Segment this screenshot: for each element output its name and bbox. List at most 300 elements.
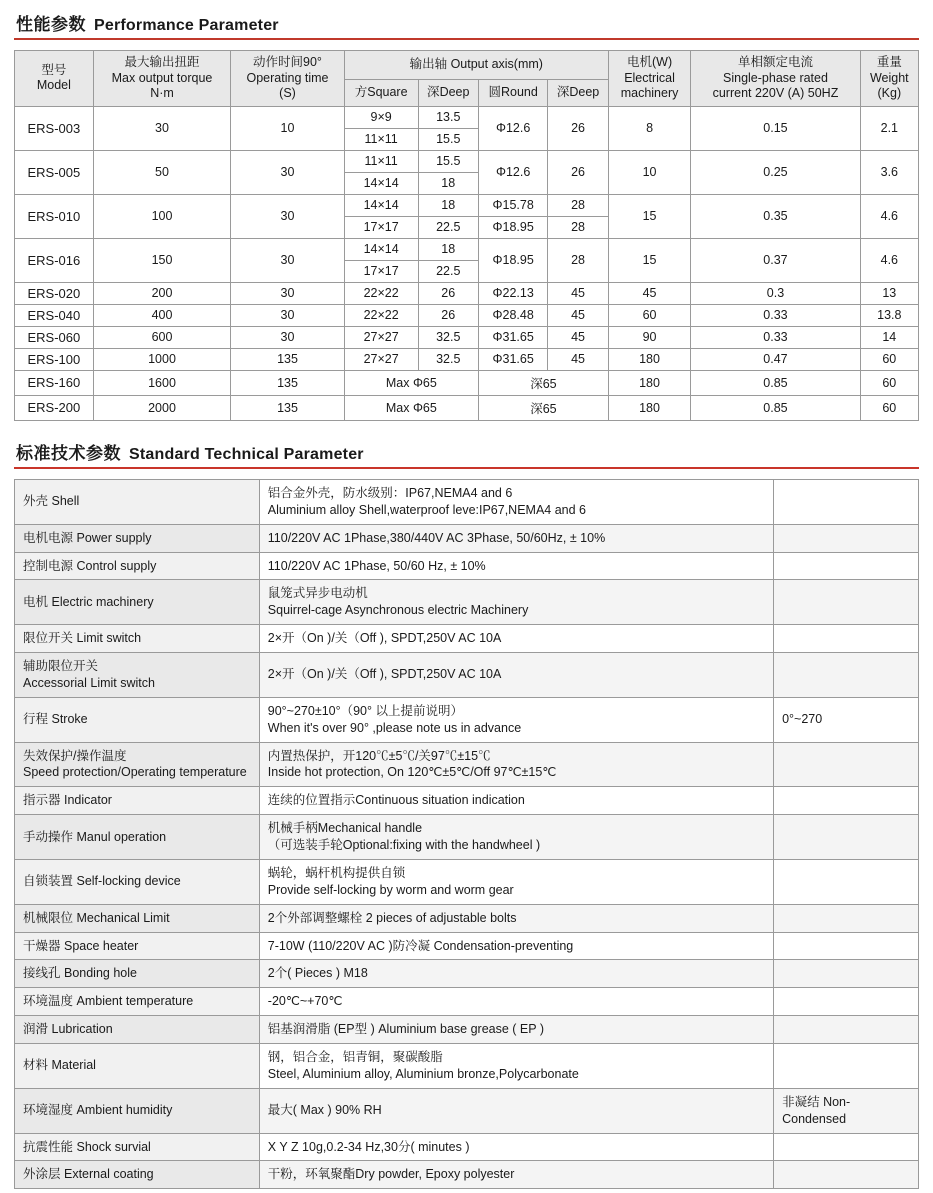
spec-label [15, 524, 260, 552]
cell-square-deep: 13.5 [418, 106, 478, 128]
cell-weight: 3.6 [860, 150, 918, 194]
cell-round-merged: 深65 [478, 395, 608, 420]
spec-value [259, 653, 773, 698]
spec-label [15, 653, 260, 698]
cell-square: 11×11 [344, 150, 418, 172]
spec-value [259, 988, 773, 1016]
spec-label-cn: 外壳 [23, 494, 49, 509]
header-time-unit: (S) [279, 86, 296, 101]
cell-weight: 14 [860, 326, 918, 348]
spec-label-en: Material [48, 1058, 96, 1073]
cell-operating-time: 30 [231, 194, 345, 238]
performance-section-heading [14, 8, 919, 38]
spec-label-cn: 润滑 [23, 1022, 49, 1037]
cell-round-deep: 26 [548, 106, 608, 150]
spec-label-en: Control supply [73, 558, 157, 573]
cell-weight: 60 [860, 348, 918, 370]
spec-value-line: 2个( Pieces ) M18 [267, 966, 368, 981]
spec-label-cn: 失效保护/操作温度 [23, 748, 127, 763]
cell-model: ERS-020 [15, 282, 94, 304]
spec-value [259, 960, 773, 988]
spec-value [259, 524, 773, 552]
spec-value-line: 蜗轮，蜗杆机构提供自锁 [267, 865, 406, 880]
cell-motor: 180 [608, 370, 691, 395]
cell-current: 0.3 [691, 282, 860, 304]
spec-row [15, 904, 919, 932]
performance-parameter-table [14, 50, 919, 421]
cell-square-merged: Max Φ65 [344, 395, 478, 420]
spec-label-cn: 环境湿度 [23, 1103, 74, 1118]
cell-round-deep: 45 [548, 282, 608, 304]
spec-label [15, 625, 260, 653]
spec-label-cn: 自锁装置 [23, 874, 74, 889]
header-current-en1: Single-phase rated [723, 70, 828, 85]
cell-round: Φ18.95 [478, 238, 547, 282]
spec-extra [774, 1044, 919, 1089]
performance-heading-en: Performance Parameter [94, 17, 279, 34]
spec-label-cn: 环境温度 [23, 994, 74, 1009]
header-deep2-cn: 深 [556, 85, 570, 100]
spec-value [259, 1088, 773, 1133]
cell-operating-time: 30 [231, 238, 345, 282]
header-square [344, 80, 418, 107]
spec-label-cn: 电机 [23, 594, 49, 609]
spec-value-line: 内置热保护，开120℃±5℃/关97℃±15℃ [267, 748, 491, 763]
spec-row [15, 653, 919, 698]
spec-label-cn: 接线孔 [23, 966, 61, 981]
cell-current: 0.33 [691, 326, 860, 348]
cell-round: Φ22.13 [478, 282, 547, 304]
spec-label [15, 859, 260, 904]
cell-motor: 15 [608, 194, 691, 238]
spec-label [15, 1161, 260, 1189]
cell-square-merged: Max Φ65 [344, 370, 478, 395]
spec-value [259, 697, 773, 742]
spec-label-cn: 抗震性能 [23, 1139, 74, 1154]
spec-value [259, 742, 773, 787]
header-model [15, 51, 94, 107]
spec-label [15, 960, 260, 988]
spec-value-line: 铝合金外壳，防水级别：IP67,NEMA4 and 6 [267, 485, 513, 500]
cell-motor: 10 [608, 150, 691, 194]
header-square-deep [418, 80, 478, 107]
header-round-en: Round [500, 85, 538, 100]
spec-value [259, 580, 773, 625]
spec-value-line: 连续的位置指示Continuous situation indication [267, 793, 525, 808]
cell-square: 14×14 [344, 238, 418, 260]
cell-current: 0.15 [691, 106, 860, 150]
spec-value [259, 625, 773, 653]
spec-label-en: Indicator [60, 793, 112, 808]
spec-extra [774, 1133, 919, 1161]
spec-extra [774, 932, 919, 960]
spec-label-en: External coating [60, 1167, 154, 1182]
spec-row [15, 1016, 919, 1044]
spec-row [15, 580, 919, 625]
header-output-axis [344, 51, 608, 80]
cell-weight: 60 [860, 370, 918, 395]
cell-operating-time: 10 [231, 106, 345, 150]
spec-extra [774, 1161, 919, 1189]
header-weight-unit: (Kg) [877, 86, 902, 101]
cell-round-deep: 26 [548, 150, 608, 194]
cell-torque: 200 [93, 282, 230, 304]
cell-square: 27×27 [344, 348, 418, 370]
spec-value [259, 552, 773, 580]
cell-torque: 600 [93, 326, 230, 348]
spec-extra [774, 625, 919, 653]
header-motor-cn: 电机(W) [626, 55, 673, 69]
spec-value [259, 859, 773, 904]
cell-round-deep: 28 [548, 238, 608, 282]
cell-square-deep: 32.5 [418, 326, 478, 348]
spec-label-cn: 外涂层 [23, 1167, 61, 1182]
cell-weight: 60 [860, 395, 918, 420]
header-model-en: Model [36, 78, 71, 93]
spec-value-line: （可选装手轮Optional:fixing with the handwheel ) [267, 838, 541, 852]
header-current-cn: 单相额定电流 [737, 55, 813, 69]
standard-heading-en: Standard Technical Parameter [129, 445, 364, 463]
spec-value-line: -20℃~+70℃ [267, 994, 343, 1009]
cell-operating-time: 135 [231, 348, 345, 370]
spec-row [15, 697, 919, 742]
spec-value [259, 1161, 773, 1189]
performance-table-body [15, 106, 919, 420]
header-weight-cn: 重量 [876, 55, 902, 69]
spec-label-cn: 手动操作 [23, 829, 74, 844]
header-weight-en: Weight [869, 70, 909, 85]
spec-extra [774, 479, 919, 524]
spec-label [15, 932, 260, 960]
spec-extra: 0°~270 [774, 697, 919, 742]
spec-extra [774, 960, 919, 988]
table-row [15, 238, 919, 260]
spec-label-en: Stroke [48, 712, 88, 727]
spec-label [15, 697, 260, 742]
cell-torque: 150 [93, 238, 230, 282]
spec-extra [774, 653, 919, 698]
cell-current: 0.85 [691, 395, 860, 420]
cell-current: 0.37 [691, 238, 860, 282]
spec-row [15, 1161, 919, 1189]
spec-label-en: Manul operation [73, 829, 167, 844]
cell-current: 0.25 [691, 150, 860, 194]
spec-value [259, 1133, 773, 1161]
table-row [15, 348, 919, 370]
cell-square-deep: 22.5 [418, 260, 478, 282]
cell-model: ERS-160 [15, 370, 94, 395]
spec-row [15, 960, 919, 988]
cell-operating-time: 30 [231, 282, 345, 304]
spec-value [259, 1044, 773, 1089]
spec-row [15, 742, 919, 787]
cell-motor: 45 [608, 282, 691, 304]
spec-label-cn: 行程 [23, 712, 49, 727]
spec-label [15, 787, 260, 815]
spec-value-line: 2×开（On )/关（Off ), SPDT,250V AC 10A [267, 631, 502, 646]
cell-square: 17×17 [344, 216, 418, 238]
header-deep1-cn: 深 [427, 85, 440, 100]
cell-square-deep: 15.5 [418, 150, 478, 172]
spec-extra [774, 904, 919, 932]
spec-label-en: Bonding hole [60, 966, 137, 981]
cell-operating-time: 135 [231, 395, 345, 420]
header-current-en2: current 220V (A) 50HZ [712, 86, 839, 101]
spec-row [15, 787, 919, 815]
cell-square-deep: 15.5 [418, 128, 478, 150]
spec-label-en: Limit switch [73, 631, 142, 646]
header-torque-en: Max output torque [111, 70, 213, 85]
header-model-cn: 型号 [41, 62, 67, 77]
cell-weight: 2.1 [860, 106, 918, 150]
table-row [15, 326, 919, 348]
cell-weight: 4.6 [860, 194, 918, 238]
spec-label-en: Accessorial Limit switch [23, 675, 155, 690]
spec-label-cn: 控制电源 [23, 558, 74, 573]
cell-model: ERS-040 [15, 304, 94, 326]
cell-current: 0.35 [691, 194, 860, 238]
spec-label-en: Ambient humidity [73, 1103, 173, 1118]
spec-extra [774, 524, 919, 552]
cell-round: Φ12.6 [478, 150, 547, 194]
cell-round-deep: 28 [548, 216, 608, 238]
header-deep2-en: Deep [569, 85, 600, 100]
header-time-cn: 动作时间90° [253, 55, 322, 69]
cell-model: ERS-060 [15, 326, 94, 348]
spec-extra [774, 580, 919, 625]
cell-square-deep: 32.5 [418, 348, 478, 370]
cell-model: ERS-010 [15, 194, 94, 238]
spec-value-line: Aluminium alloy Shell,waterproof leve:IP67,NEMA4 and 6 [267, 502, 586, 517]
table-row [15, 106, 919, 128]
header-round-cn: 圆 [488, 85, 501, 100]
spec-row [15, 1044, 919, 1089]
cell-square: 9×9 [344, 106, 418, 128]
spec-label-cn: 干燥器 [23, 938, 61, 953]
header-torque-unit: N·m [150, 86, 174, 101]
table-row [15, 194, 919, 216]
spec-label [15, 1088, 260, 1133]
spec-label-cn: 材料 [23, 1058, 49, 1073]
table-row [15, 370, 919, 395]
cell-square: 22×22 [344, 304, 418, 326]
cell-round: Φ31.65 [478, 326, 547, 348]
spec-extra [774, 742, 919, 787]
header-output-axis-cn: 输出轴 [409, 57, 448, 72]
spec-value-line: When it's over 90° ,please note us in advance [267, 720, 522, 735]
header-max-output-torque [93, 51, 230, 107]
cell-operating-time: 30 [231, 150, 345, 194]
performance-table-head [15, 51, 919, 107]
spec-label-cn: 辅助限位开关 [23, 659, 99, 673]
table-row [15, 395, 919, 420]
spec-extra [774, 815, 919, 860]
spec-row [15, 625, 919, 653]
cell-square: 27×27 [344, 326, 418, 348]
header-square-cn: 方 [354, 85, 368, 100]
cell-model: ERS-005 [15, 150, 94, 194]
spec-label-en: Self-locking device [73, 874, 181, 889]
cell-square: 14×14 [344, 194, 418, 216]
cell-torque: 2000 [93, 395, 230, 420]
spec-label [15, 479, 260, 524]
cell-square-deep: 18 [418, 238, 478, 260]
spec-extra [774, 1016, 919, 1044]
spec-label-cn: 电机电源 [23, 530, 74, 545]
cell-round: Φ12.6 [478, 106, 547, 150]
cell-model: ERS-003 [15, 106, 94, 150]
cell-motor: 90 [608, 326, 691, 348]
standard-technical-parameter-table [14, 479, 919, 1189]
spec-label-en: Ambient temperature [73, 994, 194, 1009]
spec-label [15, 988, 260, 1016]
spec-row [15, 479, 919, 524]
spec-label [15, 742, 260, 787]
standard-heading-rule [14, 467, 919, 469]
spec-value-line: 鼠笼式异步电动机 [267, 586, 368, 601]
header-time-en: Operating time [246, 70, 329, 85]
spec-value-line: Steel, Aluminium alloy, Aluminium bronze,Polycarbonate [267, 1066, 579, 1081]
spec-row [15, 1088, 919, 1133]
cell-current: 0.33 [691, 304, 860, 326]
cell-round-merged: 深65 [478, 370, 608, 395]
spec-extra [774, 988, 919, 1016]
header-motor-en1: Electrical [624, 70, 675, 85]
header-weight [860, 51, 918, 107]
spec-label-en: Lubrication [48, 1022, 113, 1037]
standard-heading-cn: 标准技术参数 [16, 443, 121, 463]
cell-round-deep: 45 [548, 304, 608, 326]
cell-round-deep: 45 [548, 326, 608, 348]
cell-square: 14×14 [344, 172, 418, 194]
cell-model: ERS-016 [15, 238, 94, 282]
spec-label-en: Power supply [73, 530, 152, 545]
table-row [15, 282, 919, 304]
spec-value-line: 铝基润滑脂 (EP型 ) Aluminium base grease ( EP ) [267, 1022, 545, 1037]
spec-value [259, 932, 773, 960]
cell-square: 11×11 [344, 128, 418, 150]
spec-row [15, 859, 919, 904]
cell-model: ERS-200 [15, 395, 94, 420]
spec-row [15, 524, 919, 552]
header-square-en: Square [367, 85, 408, 100]
header-rated-current [691, 51, 860, 107]
cell-square-deep: 22.5 [418, 216, 478, 238]
cell-weight: 4.6 [860, 238, 918, 282]
cell-weight: 13.8 [860, 304, 918, 326]
table-row [15, 304, 919, 326]
spec-value-line: X Y Z 10g,0.2-34 Hz,30分( minutes ) [267, 1139, 470, 1154]
cell-round-deep: 28 [548, 194, 608, 216]
cell-torque: 400 [93, 304, 230, 326]
performance-heading-rule [14, 38, 919, 40]
cell-current: 0.47 [691, 348, 860, 370]
spec-value [259, 479, 773, 524]
cell-operating-time: 30 [231, 304, 345, 326]
standard-section [14, 437, 919, 1189]
spec-value-line: 2×开（On )/关（Off ), SPDT,250V AC 10A [267, 667, 502, 682]
cell-motor: 15 [608, 238, 691, 282]
cell-square-deep: 18 [418, 194, 478, 216]
spec-value-line: 最大( Max ) 90% RH [267, 1103, 382, 1118]
cell-square-deep: 26 [418, 304, 478, 326]
cell-motor: 180 [608, 348, 691, 370]
spec-label-en: Electric machinery [48, 594, 154, 609]
spec-value-line: Inside hot protection, On 120℃±5℃/Off 97℃±15℃ [267, 765, 557, 780]
spec-label [15, 580, 260, 625]
header-round [478, 80, 547, 107]
spec-row [15, 932, 919, 960]
spec-label [15, 904, 260, 932]
spec-label [15, 552, 260, 580]
spec-value [259, 1016, 773, 1044]
cell-torque: 100 [93, 194, 230, 238]
spec-label-en: Space heater [60, 938, 139, 953]
cell-operating-time: 30 [231, 326, 345, 348]
table-row [15, 150, 919, 172]
cell-current: 0.85 [691, 370, 860, 395]
cell-motor: 8 [608, 106, 691, 150]
cell-torque: 30 [93, 106, 230, 150]
cell-torque: 1600 [93, 370, 230, 395]
spec-value-line: Provide self-locking by worm and worm gear [267, 882, 514, 897]
spec-row [15, 552, 919, 580]
cell-round: Φ18.95 [478, 216, 547, 238]
spec-extra: 非凝结 Non-Condensed [774, 1088, 919, 1133]
cell-torque: 50 [93, 150, 230, 194]
spec-label-en: Speed protection/Operating temperature [23, 765, 247, 780]
header-torque-cn: 最大输出扭距 [124, 55, 200, 69]
spec-value-line: Squirrel-cage Asynchronous electric Machinery [267, 603, 529, 618]
spec-label-cn: 机械限位 [23, 910, 74, 925]
header-electrical-machinery [608, 51, 691, 107]
cell-round: Φ31.65 [478, 348, 547, 370]
cell-motor: 60 [608, 304, 691, 326]
spec-label [15, 1016, 260, 1044]
spec-label-en: Mechanical Limit [73, 910, 170, 925]
spec-label [15, 1133, 260, 1161]
spec-value-line: 110/220V AC 1Phase,380/440V AC 3Phase, 50/60Hz, ± 10% [267, 530, 606, 545]
spec-label-en: Shock survial [73, 1139, 151, 1154]
spec-extra [774, 859, 919, 904]
spec-value-line: 110/220V AC 1Phase, 50/60 Hz, ± 10% [267, 558, 486, 573]
spec-label [15, 815, 260, 860]
spec-value-line: 钢，铝合金，铝青铜，聚碳酸脂 [267, 1050, 443, 1064]
header-round-deep [548, 80, 608, 107]
cell-round: Φ28.48 [478, 304, 547, 326]
cell-round-deep: 45 [548, 348, 608, 370]
spec-value [259, 904, 773, 932]
cell-model: ERS-100 [15, 348, 94, 370]
cell-square: 17×17 [344, 260, 418, 282]
spec-label-cn: 限位开关 [23, 631, 74, 646]
cell-torque: 1000 [93, 348, 230, 370]
performance-heading-cn: 性能参数 [16, 15, 86, 34]
spec-extra [774, 552, 919, 580]
cell-weight: 13 [860, 282, 918, 304]
header-output-axis-en: Output axis(mm) [450, 57, 543, 72]
cell-motor: 180 [608, 395, 691, 420]
table-header-row-1 [15, 51, 919, 80]
header-deep1-en: Deep [439, 85, 470, 100]
spec-label-cn: 指示器 [23, 793, 61, 808]
standard-table-body [15, 479, 919, 1188]
spec-value [259, 815, 773, 860]
spec-value-line: 2个外部调整螺栓 2 pieces of adjustable bolts [267, 910, 517, 925]
spec-label-en: Shell [48, 494, 80, 509]
header-operating-time [231, 51, 345, 107]
spec-value-line: 7-10W (110/220V AC )防冷凝 Condensation-preventing [267, 938, 574, 953]
